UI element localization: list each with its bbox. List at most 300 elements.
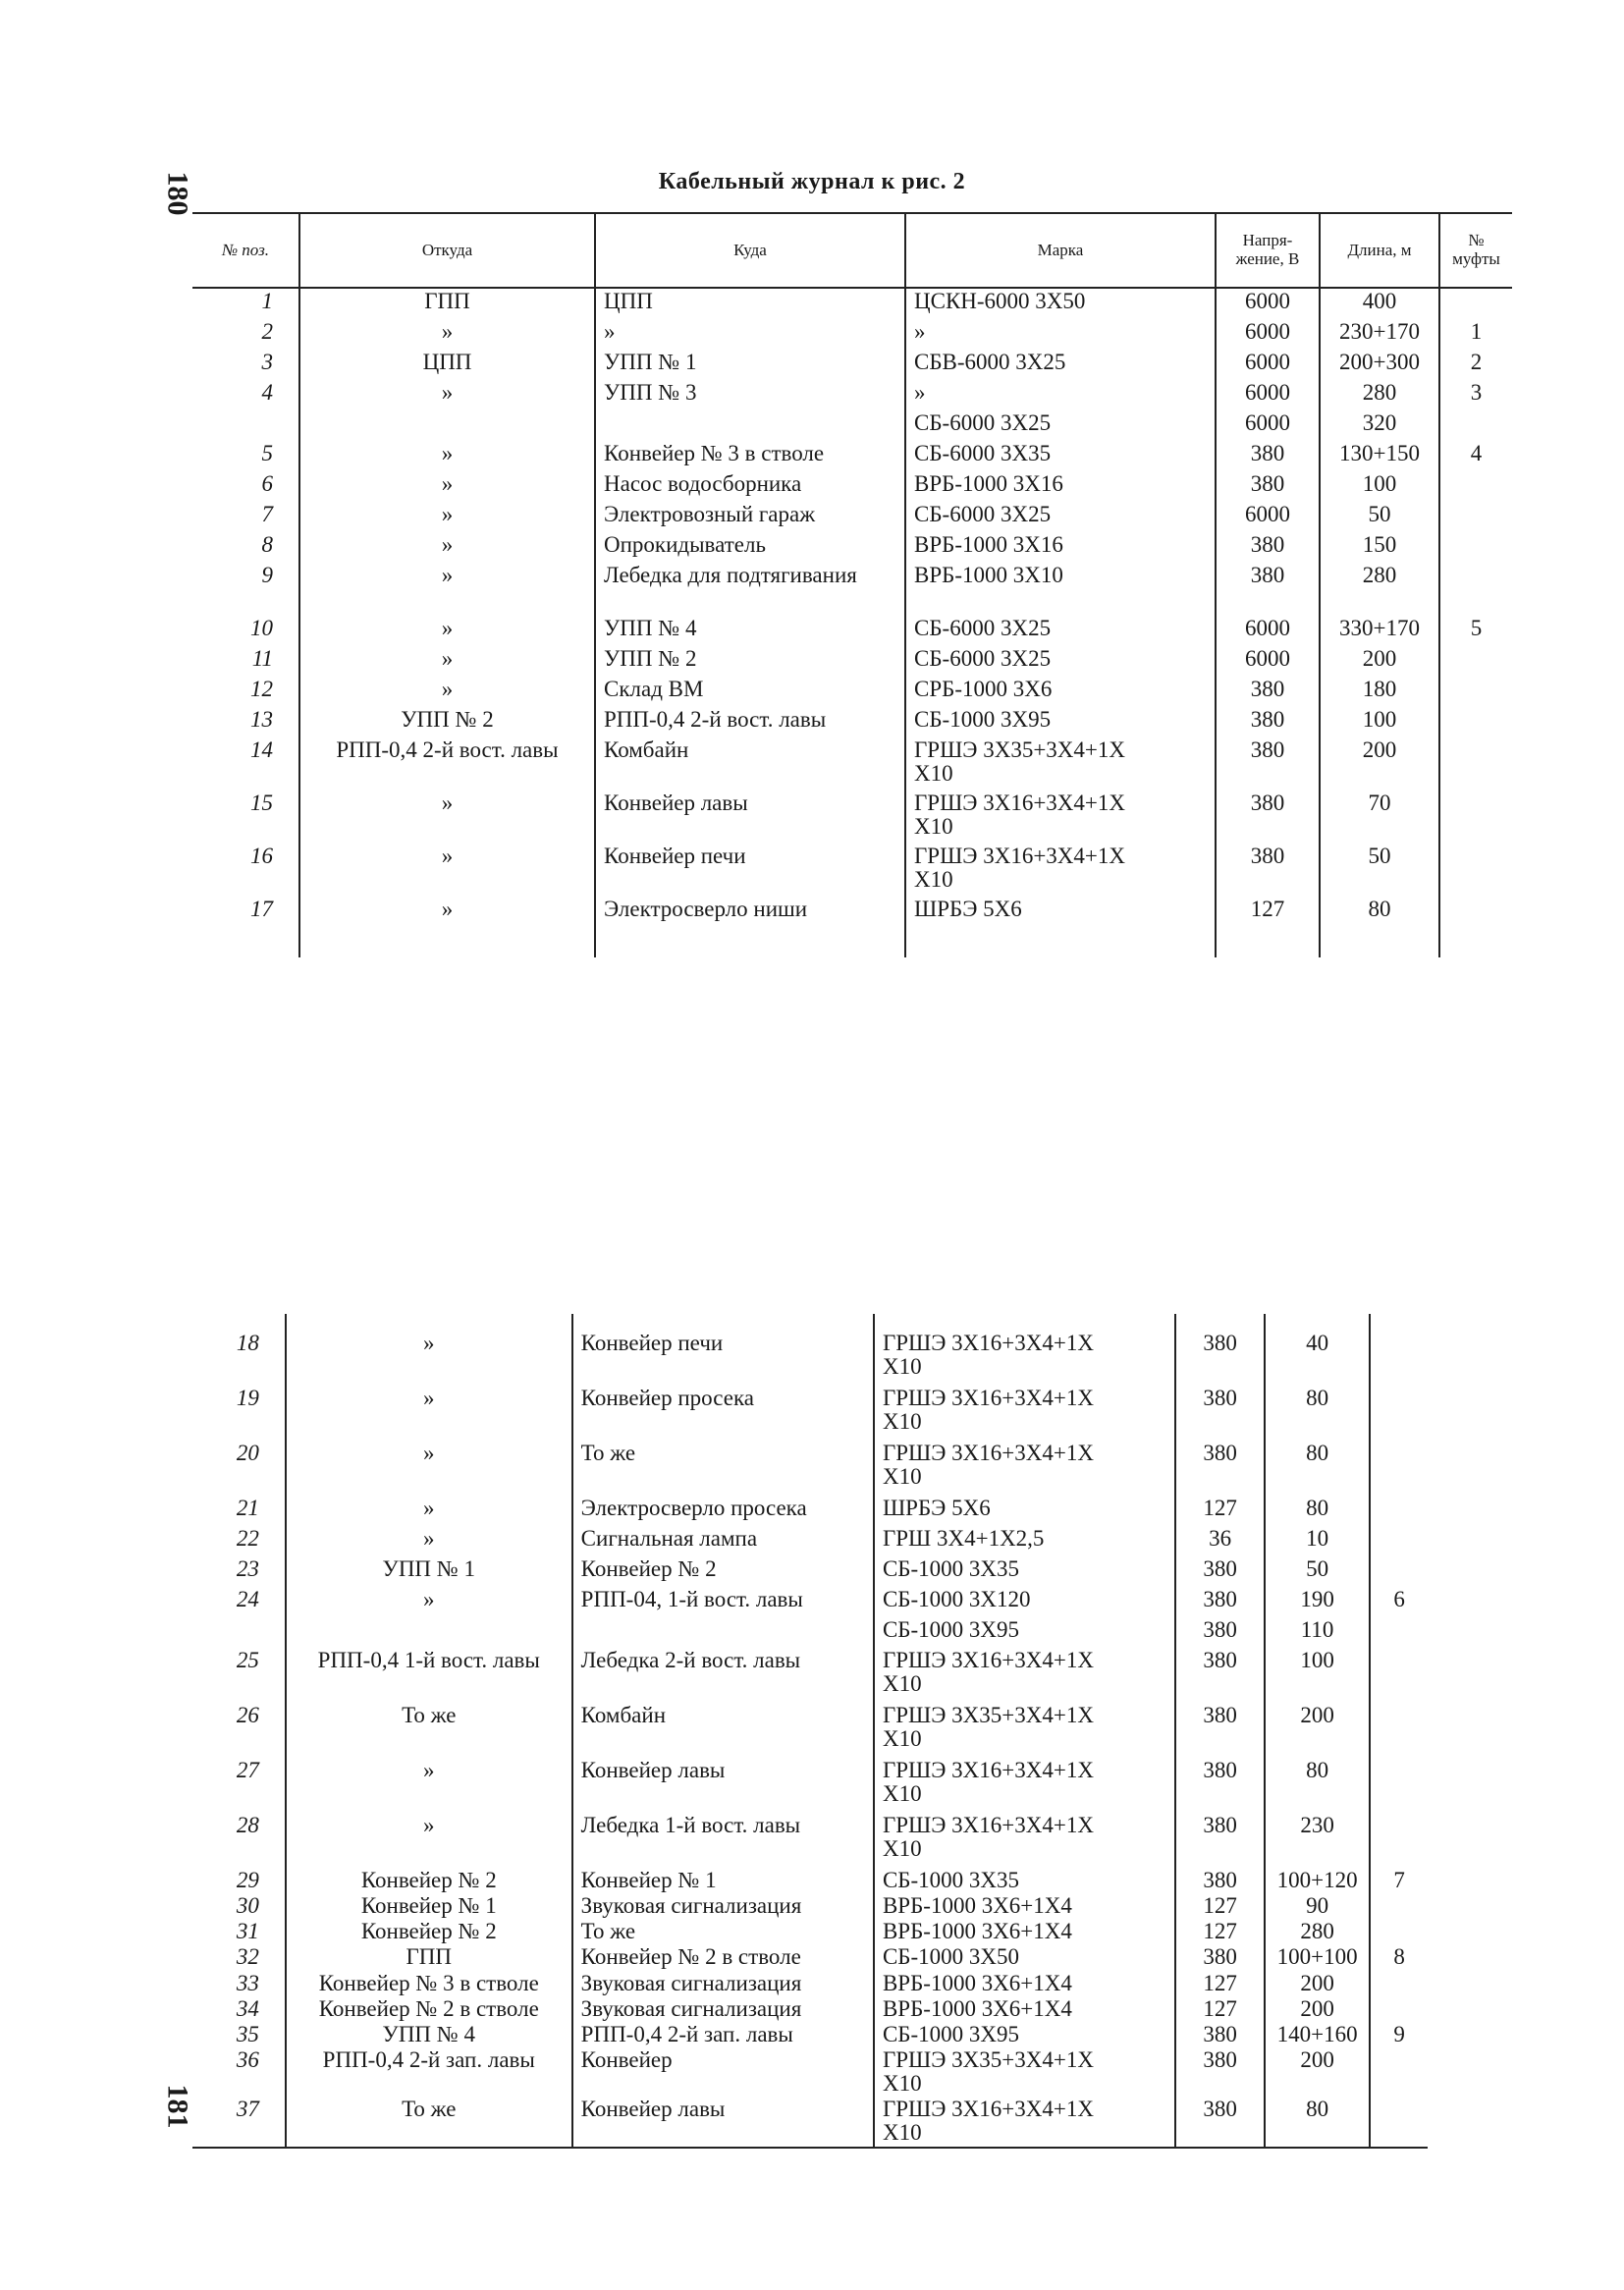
cell-voltage: 36	[1175, 1526, 1265, 1556]
brand-line: ГРШЭ 3Х16+3Х4+1Х	[914, 791, 1125, 815]
cell-length: 150	[1320, 532, 1439, 563]
cell-brand	[905, 707, 1216, 737]
table-row	[192, 1617, 1428, 1648]
table-row	[192, 1587, 1428, 1617]
cell-coupling	[1370, 1703, 1428, 1758]
cell-no: 5	[192, 441, 299, 471]
cell-no: 37	[192, 2097, 286, 2147]
cell-coupling: 6	[1393, 1587, 1405, 1611]
table-row	[192, 1386, 1428, 1441]
cell-from: То же	[286, 2097, 572, 2147]
cell-from: ГПП	[299, 288, 595, 319]
cell-coupling	[1439, 288, 1512, 319]
cell-coupling	[1370, 1441, 1428, 1496]
cell-to: Лебедка 1-й вост. лавы	[572, 1813, 874, 1868]
cell-to: Звуковая сигнализация	[572, 1996, 874, 2022]
brand-line: ВРБ-1000 3Х16	[914, 532, 1063, 557]
brand-line: ВРБ-1000 3Х10	[914, 563, 1063, 587]
cell-from: РПП-0,4 2-й вост. лавы	[299, 737, 595, 791]
cell-coupling	[1370, 1758, 1428, 1813]
cell-coupling: 2	[1470, 350, 1483, 374]
cell-coupling	[1370, 1526, 1428, 1556]
cell-no: 9	[192, 563, 299, 616]
cell-no: 25	[192, 1648, 286, 1703]
cell-length: 200	[1320, 646, 1439, 677]
cell-coupling	[1370, 1893, 1428, 1919]
brand-line-continued: Х10	[882, 1671, 922, 1697]
header-no: № поз.	[192, 213, 299, 288]
brand-line: ВРБ-1000 3Х6+1Х4	[882, 1970, 1072, 1995]
cell-no: 24	[192, 1587, 286, 1617]
cell-brand	[905, 791, 1216, 844]
table-row	[192, 319, 1512, 350]
cell-brand	[905, 646, 1216, 677]
cell-brand	[874, 2022, 1175, 2047]
cell-to: УПП № 3	[595, 380, 905, 410]
cell-length: 200	[1265, 2047, 1370, 2097]
brand-line: СРБ-1000 3Х6	[914, 677, 1053, 701]
cable-journal-table-top	[192, 212, 1512, 957]
cell-no: 1	[192, 288, 299, 319]
brand-line-continued: Х10	[914, 761, 953, 787]
cell-voltage: 380	[1216, 441, 1320, 471]
table-row	[192, 1441, 1428, 1496]
cell-to: Опрокидыватель	[595, 532, 905, 563]
header-voltage: Напря-жение, В	[1216, 213, 1320, 288]
cell-coupling: 1	[1470, 319, 1483, 344]
brand-line-continued: Х10	[914, 814, 953, 840]
cell-no: 21	[192, 1496, 286, 1526]
cell-voltage: 380	[1175, 1703, 1265, 1758]
cell-voltage: 380	[1216, 707, 1320, 737]
cell-from: »	[299, 616, 595, 646]
brand-line: ГРШЭ 3Х16+3Х4+1Х	[882, 1441, 1094, 1465]
brand-line: СБ-1000 3Х95	[882, 2021, 1020, 2046]
brand-line: СБ-1000 3Х95	[914, 707, 1052, 732]
table-row	[192, 737, 1512, 791]
brand-line: СБ-6000 3Х25	[914, 410, 1052, 435]
cell-length: 200	[1320, 737, 1439, 791]
cell-to: Конвейер лавы	[572, 1758, 874, 1813]
cell-voltage: 6000	[1216, 410, 1320, 441]
cell-to: Склад ВМ	[595, 677, 905, 707]
cell-brand	[874, 1314, 1175, 1386]
table-row	[192, 471, 1512, 502]
cell-to: ЦПП	[595, 288, 905, 319]
cell-from: »	[286, 1587, 572, 1617]
cell-length: 280	[1320, 380, 1439, 410]
cell-to: Конвейер № 2	[572, 1556, 874, 1587]
cell-brand	[874, 1758, 1175, 1813]
cell-no: 7	[192, 502, 299, 532]
cell-length: 200	[1265, 1971, 1370, 1996]
table-row	[192, 1893, 1428, 1919]
cell-from: Конвейер № 1	[286, 1893, 572, 1919]
cell-length: 140+160	[1265, 2022, 1370, 2047]
table-row	[192, 2022, 1428, 2047]
cell-coupling	[1439, 707, 1512, 737]
cell-coupling	[1370, 1496, 1428, 1526]
brand-line-continued: Х10	[914, 867, 953, 893]
brand-line-continued: Х10	[882, 1409, 922, 1435]
cell-to: УПП № 4	[595, 616, 905, 646]
cell-no: 31	[192, 1919, 286, 1944]
cell-brand	[874, 1971, 1175, 1996]
cell-to: Лебедка 2-й вост. лавы	[572, 1648, 874, 1703]
table-row	[192, 707, 1512, 737]
cell-voltage: 127	[1216, 897, 1320, 957]
cell-length: 320	[1320, 410, 1439, 441]
cell-brand	[905, 844, 1216, 897]
brand-line: ГРШЭ 3Х16+3Х4+1Х	[882, 1331, 1094, 1355]
table-row	[192, 563, 1512, 616]
cell-voltage: 380	[1175, 1386, 1265, 1441]
cell-length: 190	[1265, 1587, 1370, 1617]
brand-line: ШРБЭ 5Х6	[914, 897, 1022, 921]
header-coupling: № муфты	[1439, 213, 1512, 288]
brand-line: ШРБЭ 5Х6	[882, 1496, 991, 1520]
cell-voltage: 127	[1175, 1496, 1265, 1526]
cell-coupling	[1439, 410, 1512, 441]
cell-brand	[874, 1556, 1175, 1587]
cell-voltage: 127	[1175, 1996, 1265, 2022]
cell-from: УПП № 2	[299, 707, 595, 737]
cell-voltage: 380	[1175, 2022, 1265, 2047]
brand-line: ВРБ-1000 3Х6+1Х4	[882, 1893, 1072, 1919]
cell-length: 100+100	[1265, 1944, 1370, 1970]
cell-length: 90	[1265, 1893, 1370, 1919]
cell-no: 16	[192, 844, 299, 897]
cell-brand	[905, 441, 1216, 471]
cell-to: »	[595, 319, 905, 350]
cell-to: Электровозный гараж	[595, 502, 905, 532]
cell-length: 80	[1265, 1758, 1370, 1813]
table-row	[192, 350, 1512, 380]
cell-voltage: 380	[1175, 1556, 1265, 1587]
cell-to: Электросверло ниши	[595, 897, 905, 957]
cell-to: Конвейер печи	[595, 844, 905, 897]
cell-to	[595, 410, 905, 441]
cell-voltage: 380	[1216, 737, 1320, 791]
page-title: Кабельный журнал к рис. 2	[658, 169, 966, 194]
cell-to: УПП № 1	[595, 350, 905, 380]
cell-brand	[905, 677, 1216, 707]
cell-length: 80	[1265, 1441, 1370, 1496]
table-row	[192, 791, 1512, 844]
brand-line: СБ-1000 3Х35	[882, 1868, 1020, 1892]
cell-brand	[874, 1526, 1175, 1556]
cell-from: »	[286, 1813, 572, 1868]
header-brand: Марка	[905, 213, 1216, 288]
cell-brand	[874, 1587, 1175, 1617]
cell-no: 3	[192, 350, 299, 380]
cell-length: 280	[1265, 1919, 1370, 1944]
brand-line: ГРШЭ 3Х16+3Х4+1Х	[882, 2097, 1094, 2122]
cell-no: 12	[192, 677, 299, 707]
cell-brand	[905, 897, 1216, 957]
cell-coupling	[1439, 563, 1512, 616]
cell-length: 100+120	[1265, 1868, 1370, 1893]
cell-no: 35	[192, 2022, 286, 2047]
cell-length: 200	[1265, 1996, 1370, 2022]
cell-length: 80	[1265, 2097, 1370, 2147]
brand-line: ВРБ-1000 3Х16	[914, 471, 1063, 496]
cell-voltage: 6000	[1216, 350, 1320, 380]
cell-coupling	[1370, 1386, 1428, 1441]
cell-brand	[905, 350, 1216, 380]
cell-brand	[874, 2047, 1175, 2097]
cell-from: »	[299, 319, 595, 350]
cell-from: Конвейер № 2 в стволе	[286, 1996, 572, 2022]
cell-to	[572, 1617, 874, 1648]
cell-from: »	[299, 791, 595, 844]
table-row	[192, 1526, 1428, 1556]
cell-no: 22	[192, 1526, 286, 1556]
cell-voltage: 6000	[1216, 380, 1320, 410]
cell-length: 100	[1320, 471, 1439, 502]
brand-line: ГРШЭ 3Х16+3Х4+1Х	[882, 1758, 1094, 1782]
brand-line-continued: Х10	[882, 1836, 922, 1862]
cell-brand	[905, 471, 1216, 502]
cell-coupling	[1370, 1617, 1428, 1648]
cell-no: 29	[192, 1868, 286, 1893]
table-row	[192, 677, 1512, 707]
cell-voltage: 380	[1216, 471, 1320, 502]
cell-coupling: 8	[1393, 1944, 1405, 1970]
cell-to: Конвейер № 1	[572, 1868, 874, 1893]
table-row	[192, 1944, 1428, 1970]
table-row	[192, 502, 1512, 532]
cell-voltage: 380	[1175, 1587, 1265, 1617]
cell-no: 27	[192, 1758, 286, 1813]
cell-brand	[905, 380, 1216, 410]
brand-line: ВРБ-1000 3Х6+1Х4	[882, 1919, 1072, 1944]
cell-coupling	[1439, 897, 1512, 957]
cell-from: »	[286, 1526, 572, 1556]
cell-from: УПП № 1	[286, 1556, 572, 1587]
cell-length: 100	[1320, 707, 1439, 737]
cell-voltage: 380	[1175, 1648, 1265, 1703]
cell-no: 11	[192, 646, 299, 677]
cell-no: 17	[192, 897, 299, 957]
brand-line: СБВ-6000 3Х25	[914, 350, 1066, 374]
table-row	[192, 2047, 1428, 2097]
cell-to: Конвейер лавы	[572, 2097, 874, 2147]
brand-line: ГРШЭ 3Х35+3Х4+1Х	[914, 737, 1125, 762]
cell-voltage: 380	[1175, 2097, 1265, 2147]
cell-length: 80	[1320, 897, 1439, 957]
brand-line: СБ-1000 3Х95	[882, 1617, 1020, 1642]
cell-from: Конвейер № 2	[286, 1919, 572, 1944]
cell-voltage: 6000	[1216, 288, 1320, 319]
cell-no: 18	[192, 1314, 286, 1386]
cell-voltage: 6000	[1216, 616, 1320, 646]
cell-from: »	[299, 897, 595, 957]
cell-brand	[905, 288, 1216, 319]
cell-brand	[905, 532, 1216, 563]
cell-from: »	[299, 677, 595, 707]
cell-from: РПП-0,4 1-й вост. лавы	[286, 1648, 572, 1703]
cell-no: 8	[192, 532, 299, 563]
brand-line: ГРШЭ 3Х16+3Х4+1Х	[882, 1386, 1094, 1410]
cell-from: »	[286, 1386, 572, 1441]
cable-journal-table-bottom	[192, 1314, 1428, 2149]
table-row	[192, 616, 1512, 646]
table-row	[192, 1314, 1428, 1386]
cell-no: 19	[192, 1386, 286, 1441]
cell-from: ГПП	[286, 1944, 572, 1970]
cell-brand	[874, 1944, 1175, 1970]
brand-line: СБ-6000 3Х35	[914, 441, 1052, 465]
cell-voltage: 380	[1175, 1441, 1265, 1496]
cell-to: РПП-04, 1-й вост. лавы	[572, 1587, 874, 1617]
cell-from: »	[299, 471, 595, 502]
cell-brand	[905, 319, 1216, 350]
cell-voltage: 6000	[1216, 646, 1320, 677]
cell-coupling	[1370, 1648, 1428, 1703]
brand-line: СБ-6000 3Х25	[914, 502, 1052, 526]
cell-voltage: 380	[1175, 1758, 1265, 1813]
brand-line-continued: Х10	[882, 1354, 922, 1380]
cell-coupling: 7	[1393, 1868, 1405, 1892]
cell-to: Конвейер № 3 в стволе	[595, 441, 905, 471]
table-header-row	[192, 213, 1512, 288]
cell-from: »	[299, 380, 595, 410]
cell-length: 50	[1320, 502, 1439, 532]
cell-brand	[874, 1703, 1175, 1758]
cell-no: 2	[192, 319, 299, 350]
table-row	[192, 1971, 1428, 1996]
cell-no: 15	[192, 791, 299, 844]
cell-to: Насос водосборника	[595, 471, 905, 502]
cell-coupling	[1439, 844, 1512, 897]
cell-no	[192, 1617, 286, 1648]
brand-line: СБ-1000 3Х50	[882, 1944, 1020, 1970]
cell-length: 280	[1320, 563, 1439, 616]
table-row	[192, 1996, 1428, 2022]
cell-no: 13	[192, 707, 299, 737]
table-row	[192, 1919, 1428, 1944]
cell-no: 20	[192, 1441, 286, 1496]
cell-no: 10	[192, 616, 299, 646]
cell-length: 100	[1265, 1648, 1370, 1703]
cell-to: Конвейер № 2 в стволе	[572, 1944, 874, 1970]
table-row	[192, 1496, 1428, 1526]
cell-voltage: 380	[1216, 532, 1320, 563]
cell-voltage: 380	[1175, 1868, 1265, 1893]
cell-no: 30	[192, 1893, 286, 1919]
page-number-top: 180	[161, 171, 194, 216]
cell-brand	[905, 616, 1216, 646]
cell-from: »	[286, 1314, 572, 1386]
brand-line: »	[914, 380, 926, 405]
cell-brand	[874, 1868, 1175, 1893]
table-row	[192, 1868, 1428, 1893]
page-number-bottom: 181	[161, 2084, 194, 2129]
cell-coupling	[1370, 1813, 1428, 1868]
cell-to: РПП-0,4 2-й вост. лавы	[595, 707, 905, 737]
cell-length: 10	[1265, 1526, 1370, 1556]
cell-coupling	[1370, 1919, 1428, 1944]
table-row	[192, 1758, 1428, 1813]
cell-from: »	[286, 1496, 572, 1526]
brand-line-continued: Х10	[882, 2120, 922, 2146]
cell-from: »	[299, 441, 595, 471]
header-length: Длина, м	[1320, 213, 1439, 288]
cell-coupling	[1439, 791, 1512, 844]
brand-line: СБ-6000 3Х25	[914, 616, 1052, 640]
cell-brand	[874, 1441, 1175, 1496]
cell-no: 32	[192, 1944, 286, 1970]
cell-no: 28	[192, 1813, 286, 1868]
cell-to: Лебедка для подтягивания	[595, 563, 905, 616]
cell-to: Конвейер печи	[572, 1314, 874, 1386]
cell-length: 70	[1320, 791, 1439, 844]
table-row	[192, 380, 1512, 410]
header-to: Куда	[595, 213, 905, 288]
cell-voltage: 380	[1216, 791, 1320, 844]
cell-from	[286, 1617, 572, 1648]
cell-brand	[874, 1617, 1175, 1648]
cell-from	[299, 410, 595, 441]
cell-from: »	[299, 502, 595, 532]
cell-length: 200+300	[1320, 350, 1439, 380]
cell-to: Сигнальная лампа	[572, 1526, 874, 1556]
cell-length: 180	[1320, 677, 1439, 707]
cell-no: 26	[192, 1703, 286, 1758]
cell-coupling	[1370, 1556, 1428, 1587]
cell-brand	[874, 1813, 1175, 1868]
cell-coupling	[1370, 1314, 1428, 1386]
brand-line-continued: Х10	[882, 1464, 922, 1490]
cell-length: 110	[1265, 1617, 1370, 1648]
cell-coupling: 9	[1393, 2021, 1405, 2046]
cell-brand	[874, 1893, 1175, 1919]
brand-line-continued: Х10	[882, 1781, 922, 1807]
cell-length: 230+170	[1320, 319, 1439, 350]
cell-voltage: 380	[1216, 844, 1320, 897]
cell-length: 50	[1320, 844, 1439, 897]
cell-voltage: 380	[1216, 563, 1320, 616]
cell-voltage: 6000	[1216, 502, 1320, 532]
cell-from: УПП № 4	[286, 2022, 572, 2047]
cell-voltage: 6000	[1216, 319, 1320, 350]
brand-line: ГРШЭ 3Х16+3Х4+1Х	[882, 1648, 1094, 1672]
cell-coupling	[1439, 502, 1512, 532]
cell-brand	[874, 1386, 1175, 1441]
table-body-top	[192, 288, 1512, 957]
cell-to: Конвейер	[572, 2047, 874, 2097]
cell-to: Конвейер лавы	[595, 791, 905, 844]
cell-length: 400	[1320, 288, 1439, 319]
cell-voltage: 380	[1175, 1617, 1265, 1648]
cell-voltage: 127	[1175, 1971, 1265, 1996]
cell-voltage: 380	[1175, 1314, 1265, 1386]
cell-voltage: 380	[1216, 677, 1320, 707]
cell-coupling	[1439, 532, 1512, 563]
brand-line: ГРШ 3Х4+1Х2,5	[882, 1526, 1045, 1551]
cell-length: 80	[1265, 1496, 1370, 1526]
cell-from: Конвейер № 2	[286, 1868, 572, 1893]
cell-no: 6	[192, 471, 299, 502]
table-row	[192, 844, 1512, 897]
cell-brand	[874, 1996, 1175, 2022]
table-row	[192, 410, 1512, 441]
cell-from: »	[286, 1758, 572, 1813]
brand-line: ГРШЭ 3Х16+3Х4+1Х	[914, 844, 1125, 868]
cell-from: »	[299, 844, 595, 897]
cell-brand	[874, 2097, 1175, 2147]
